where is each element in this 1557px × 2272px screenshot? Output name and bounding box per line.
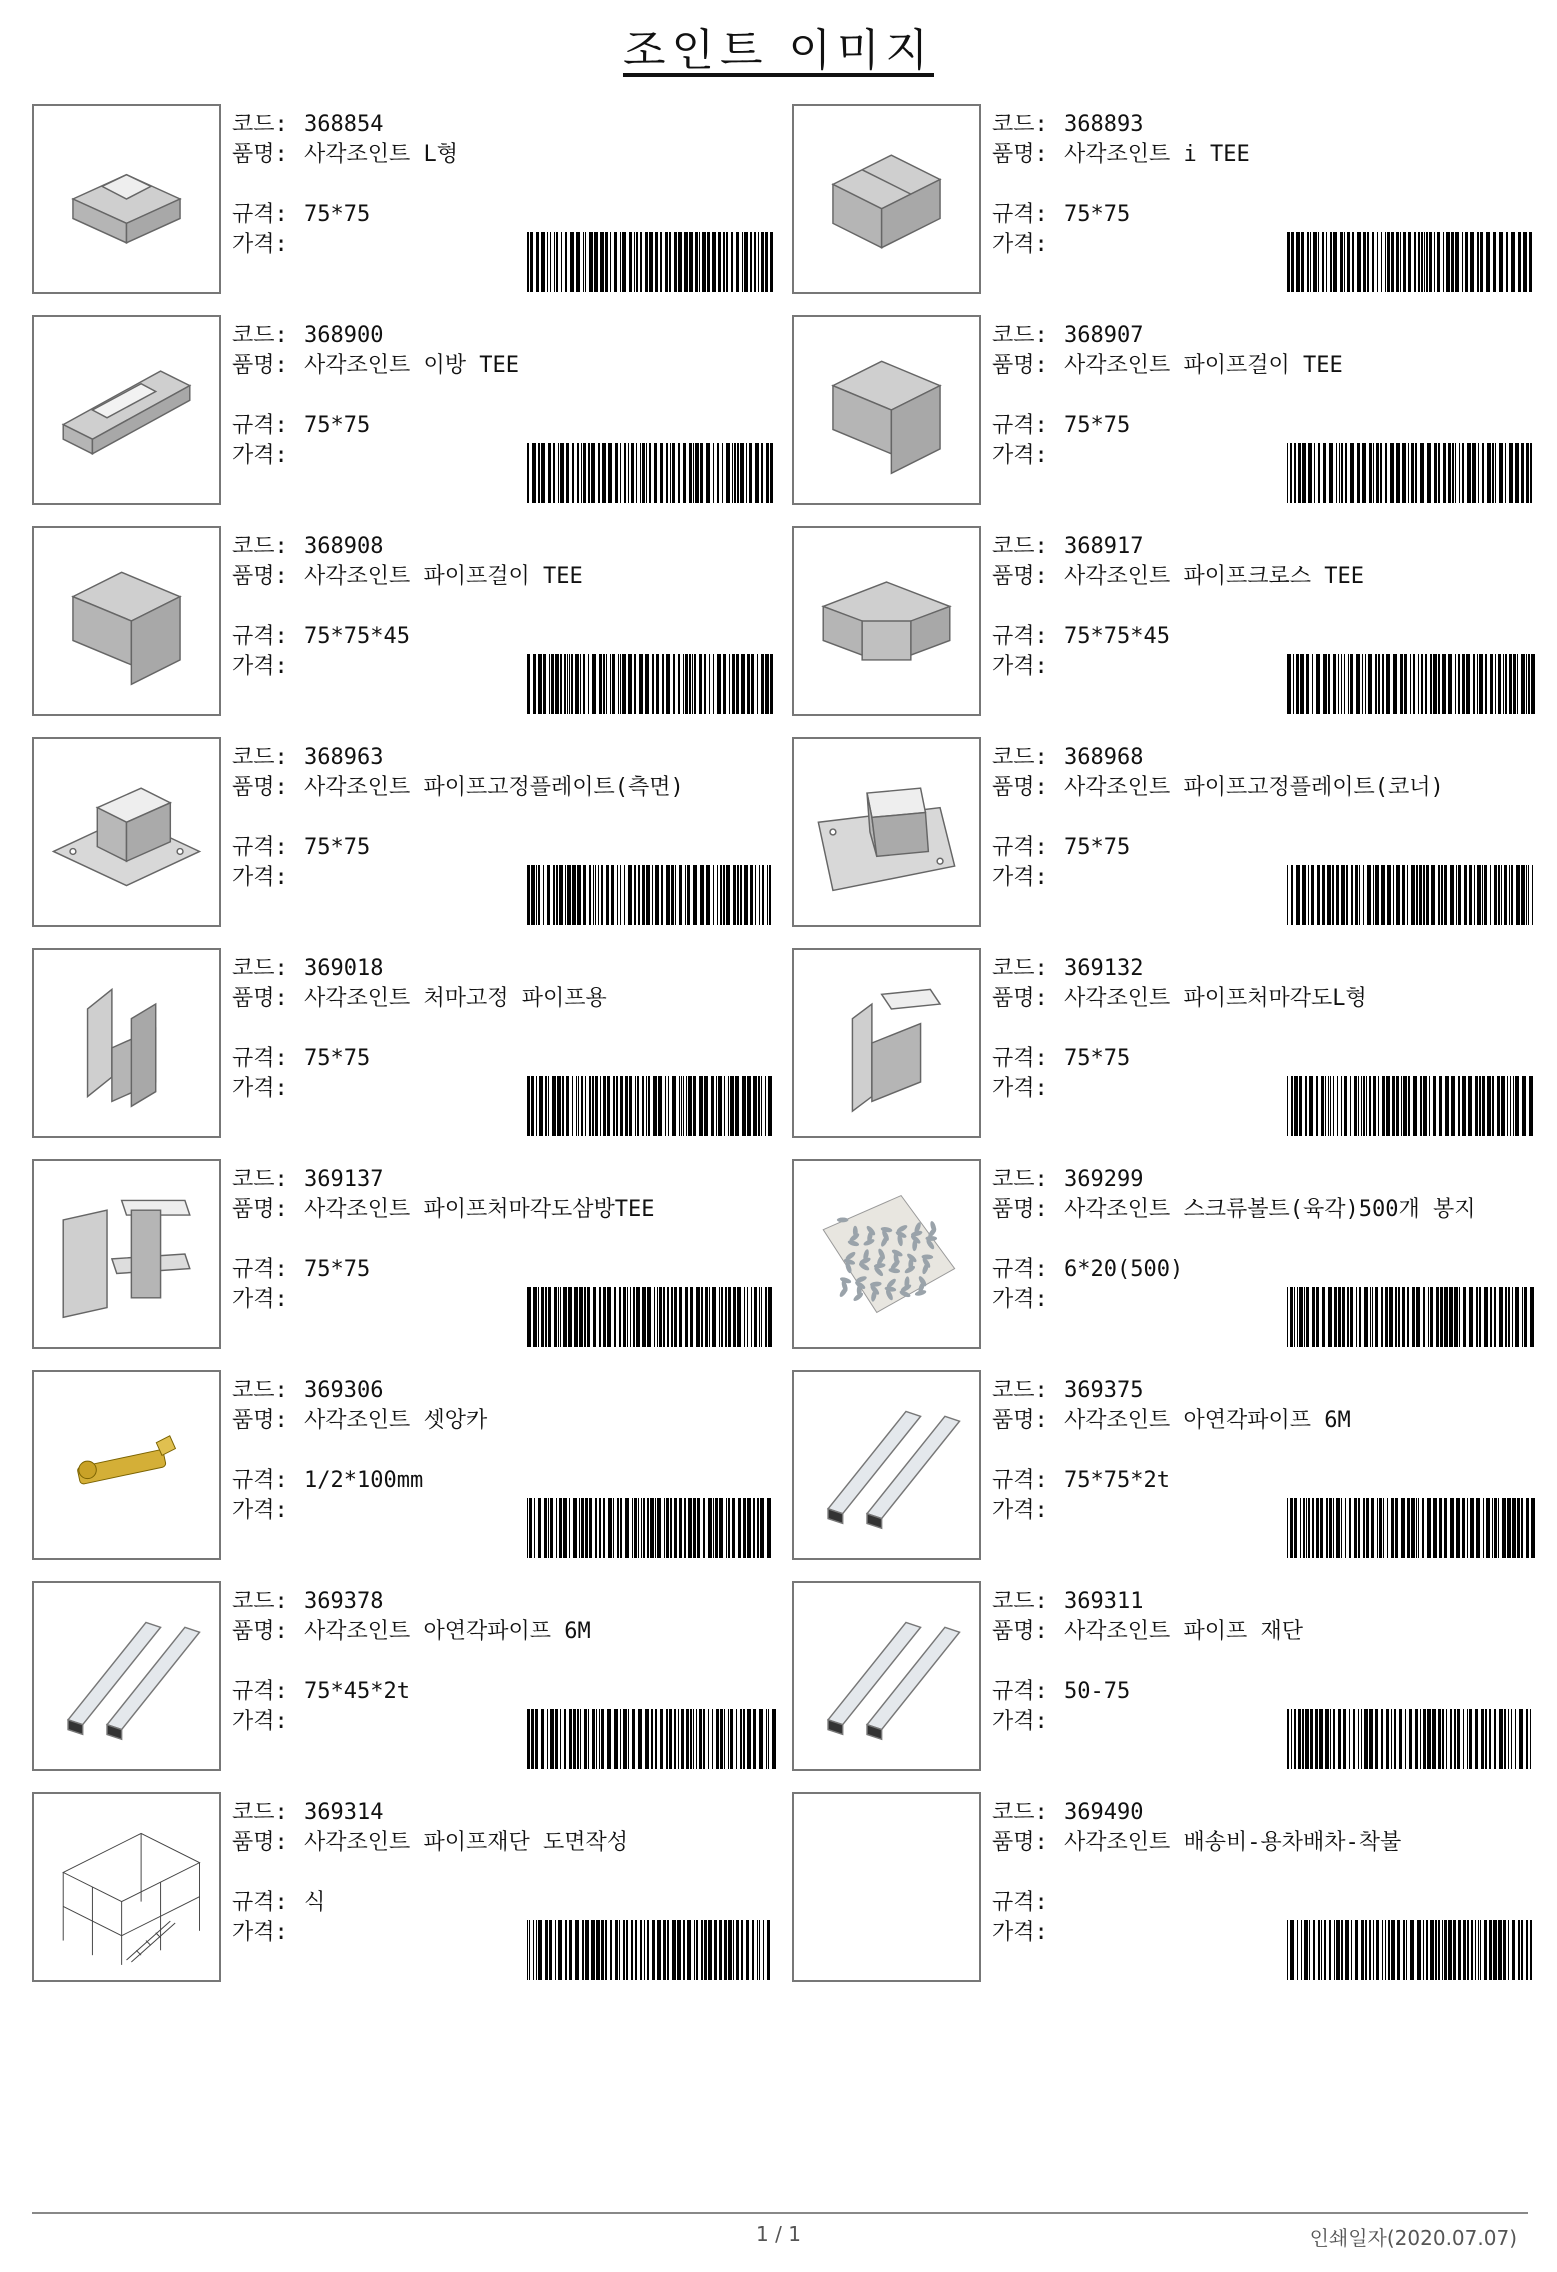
name-label: 품명: (992, 564, 1048, 589)
name-label: 품명: (232, 353, 288, 378)
product-spec: 75*75 (304, 413, 371, 438)
two-way-tee-image (32, 315, 221, 505)
spec-label: 규격: (992, 1679, 1048, 1704)
name-label: 품명: (992, 775, 1048, 800)
spec-label: 규격: (992, 413, 1048, 438)
base-plate-side-image (32, 737, 221, 927)
product-name: 사각조인트 파이프처마각도L형 (1064, 986, 1367, 1011)
product-item (792, 1370, 1537, 1562)
product-item (792, 526, 1537, 718)
print-date: 인쇄일자(2020.07.07) (1309, 2226, 1517, 2250)
price-label: 가격: (992, 232, 1048, 257)
code-label: 코드: (992, 1800, 1048, 1825)
price-label: 가격: (992, 1498, 1048, 1523)
product-code: 369018 (304, 956, 384, 981)
product-code: 368907 (1064, 323, 1144, 348)
barcode-image (1287, 1076, 1537, 1136)
barcode-image (527, 1076, 777, 1136)
product-item (792, 1581, 1537, 1773)
footer-divider (32, 2212, 1528, 2214)
spec-label: 규격: (232, 1890, 288, 1915)
barcode-image (1287, 232, 1537, 292)
barcode-image (1287, 865, 1537, 925)
price-label: 가격: (992, 1709, 1048, 1734)
anchor-bolt-image (32, 1370, 221, 1560)
spec-label: 규격: (232, 835, 288, 860)
product-name: 사각조인트 i TEE (1064, 142, 1250, 167)
price-label: 가격: (992, 1920, 1048, 1945)
product-item (792, 948, 1537, 1140)
code-label: 코드: (992, 1589, 1048, 1614)
code-label: 코드: (232, 956, 288, 981)
product-name: 사각조인트 처마고정 파이프용 (304, 986, 607, 1011)
base-plate-corner-image (792, 737, 981, 927)
price-label: 가격: (992, 865, 1048, 890)
price-label: 가격: (232, 654, 288, 679)
product-code: 369314 (304, 1800, 384, 1825)
product-name: 사각조인트 파이프고정플레이트(코너) (1064, 775, 1444, 800)
product-item (32, 315, 777, 507)
code-label: 코드: (232, 745, 288, 770)
code-label: 코드: (232, 1589, 288, 1614)
price-label: 가격: (232, 443, 288, 468)
product-item (792, 737, 1537, 929)
spec-label: 규격: (992, 1468, 1048, 1493)
product-name: 사각조인트 파이프 재단 (1064, 1619, 1304, 1644)
product-spec: 75*75 (1064, 1046, 1131, 1071)
code-label: 코드: (992, 1167, 1048, 1192)
code-label: 코드: (232, 112, 288, 137)
product-code: 369378 (304, 1589, 384, 1614)
spec-label: 규격: (992, 1890, 1048, 1915)
code-label: 코드: (232, 1167, 288, 1192)
product-spec: 1/2*100mm (304, 1468, 424, 1493)
spec-label: 규격: (232, 1046, 288, 1071)
product-spec: 식 (304, 1890, 326, 1915)
product-item (792, 1159, 1537, 1351)
product-item (32, 1159, 777, 1351)
product-item (32, 1370, 777, 1562)
spec-label: 규격: (992, 202, 1048, 227)
name-label: 품명: (992, 1830, 1048, 1855)
product-item (792, 315, 1537, 507)
product-code: 368917 (1064, 534, 1144, 559)
barcode-image (1287, 443, 1537, 503)
name-label: 품명: (232, 142, 288, 167)
code-label: 코드: (232, 1800, 288, 1825)
price-label: 가격: (992, 1076, 1048, 1101)
barcode-image (527, 1920, 777, 1980)
product-code: 369490 (1064, 1800, 1144, 1825)
product-code: 368893 (1064, 112, 1144, 137)
barcode-image (527, 443, 777, 503)
page-number: 1 / 1 (756, 2222, 801, 2246)
product-code: 369311 (1064, 1589, 1144, 1614)
barcode-image (1287, 1920, 1537, 1980)
product-code: 368900 (304, 323, 384, 348)
name-label: 품명: (992, 1197, 1048, 1222)
name-label: 품명: (992, 142, 1048, 167)
product-spec: 75*75 (1064, 202, 1131, 227)
code-label: 코드: (992, 112, 1048, 137)
square-pipe-image (792, 1581, 981, 1771)
name-label: 품명: (232, 1408, 288, 1433)
eave-bracket-image (32, 948, 221, 1138)
frame-drawing-image (32, 1792, 221, 1982)
spec-label: 규격: (992, 835, 1048, 860)
product-name: 사각조인트 셋앙카 (304, 1408, 488, 1433)
spec-label: 규격: (232, 1468, 288, 1493)
code-label: 코드: (992, 956, 1048, 981)
product-item (792, 104, 1537, 296)
name-label: 품명: (992, 986, 1048, 1011)
name-label: 품명: (992, 1619, 1048, 1644)
product-item (32, 1581, 777, 1773)
product-spec: 50-75 (1064, 1679, 1131, 1704)
product-spec: 75*75 (304, 1257, 371, 1282)
product-name: 사각조인트 파이프걸이 TEE (1064, 353, 1343, 378)
price-label: 가격: (232, 865, 288, 890)
i-tee-joint-image (792, 104, 981, 294)
price-label: 가격: (232, 1287, 288, 1312)
spec-label: 규격: (232, 202, 288, 227)
product-item (792, 1792, 1537, 1984)
product-name: 사각조인트 배송비-용차배차-착불 (1064, 1830, 1402, 1855)
pipe-hanger-tee-image (32, 526, 221, 716)
product-spec: 75*75 (304, 835, 371, 860)
screw-bag-image (792, 1159, 981, 1349)
square-pipe-image (32, 1581, 221, 1771)
name-label: 품명: (232, 1197, 288, 1222)
product-spec: 75*75 (304, 1046, 371, 1071)
barcode-image (527, 1709, 777, 1769)
product-spec (1064, 1888, 1537, 1918)
code-label: 코드: (992, 745, 1048, 770)
spec-label: 규격: (232, 1257, 288, 1282)
product-spec: 75*75*45 (1064, 624, 1170, 649)
pipe-cross-tee-image (792, 526, 981, 716)
product-name: 사각조인트 파이프고정플레이트(측면) (304, 775, 684, 800)
product-code: 369306 (304, 1378, 384, 1403)
product-spec: 75*75 (304, 202, 371, 227)
name-label: 품명: (992, 1408, 1048, 1433)
product-name: 사각조인트 L형 (304, 142, 459, 167)
eave-three-way-tee-image (32, 1159, 221, 1349)
product-item (32, 526, 777, 718)
name-label: 품명: (992, 353, 1048, 378)
l-joint-image (32, 104, 221, 294)
product-name: 사각조인트 파이프처마각도삼방TEE (304, 1197, 655, 1222)
product-item (32, 737, 777, 929)
spec-label: 규격: (232, 413, 288, 438)
product-spec: 75*45*2t (304, 1679, 410, 1704)
barcode-image (527, 654, 777, 714)
product-code: 368854 (304, 112, 384, 137)
empty-image (792, 1792, 981, 1982)
price-label: 가격: (232, 1498, 288, 1523)
product-spec: 75*75 (1064, 835, 1131, 860)
barcode-image (1287, 654, 1537, 714)
price-label: 가격: (232, 1709, 288, 1734)
barcode-image (527, 865, 777, 925)
spec-label: 규격: (992, 1257, 1048, 1282)
product-code: 369132 (1064, 956, 1144, 981)
name-label: 품명: (232, 564, 288, 589)
barcode-image (527, 1498, 777, 1558)
spec-label: 규격: (232, 1679, 288, 1704)
page-title: 조인트 이미지 (622, 25, 934, 76)
price-label: 가격: (232, 232, 288, 257)
code-label: 코드: (992, 323, 1048, 348)
name-label: 품명: (232, 1619, 288, 1644)
product-spec: 6*20(500) (1064, 1257, 1184, 1282)
code-label: 코드: (992, 534, 1048, 559)
name-label: 품명: (232, 1830, 288, 1855)
product-code: 368963 (304, 745, 384, 770)
product-spec: 75*75 (1064, 413, 1131, 438)
product-code: 368908 (304, 534, 384, 559)
product-name: 사각조인트 파이프재단 도면작성 (304, 1830, 629, 1855)
square-pipe-image (792, 1370, 981, 1560)
barcode-image (1287, 1709, 1537, 1769)
price-label: 가격: (232, 1920, 288, 1945)
price-label: 가격: (232, 1076, 288, 1101)
barcode-image (527, 232, 777, 292)
product-name: 사각조인트 아연각파이프 6M (304, 1619, 591, 1644)
spec-label: 규격: (992, 1046, 1048, 1071)
product-code: 369299 (1064, 1167, 1144, 1192)
price-label: 가격: (992, 1287, 1048, 1312)
product-item (32, 104, 777, 296)
eave-angle-l-image (792, 948, 981, 1138)
product-code: 369375 (1064, 1378, 1144, 1403)
product-spec: 75*75*2t (1064, 1468, 1170, 1493)
name-label: 품명: (232, 986, 288, 1011)
pipe-hanger-tee-image (792, 315, 981, 505)
product-name: 사각조인트 스크류볼트(육각)500개 봉지 (1064, 1197, 1476, 1222)
barcode-image (1287, 1287, 1537, 1347)
product-item (32, 948, 777, 1140)
price-label: 가격: (992, 443, 1048, 468)
spec-label: 규격: (992, 624, 1048, 649)
product-code: 368968 (1064, 745, 1144, 770)
barcode-image (527, 1287, 777, 1347)
product-name: 사각조인트 이방 TEE (304, 353, 519, 378)
product-name: 사각조인트 파이프크로스 TEE (1064, 564, 1364, 589)
product-name: 사각조인트 파이프걸이 TEE (304, 564, 583, 589)
name-label: 품명: (232, 775, 288, 800)
code-label: 코드: (232, 323, 288, 348)
product-code: 369137 (304, 1167, 384, 1192)
price-label: 가격: (992, 654, 1048, 679)
code-label: 코드: (232, 1378, 288, 1403)
spec-label: 규격: (232, 624, 288, 649)
product-name: 사각조인트 아연각파이프 6M (1064, 1408, 1351, 1433)
code-label: 코드: (992, 1378, 1048, 1403)
code-label: 코드: (232, 534, 288, 559)
barcode-image (1287, 1498, 1537, 1558)
product-spec: 75*75*45 (304, 624, 410, 649)
product-item (32, 1792, 777, 1984)
